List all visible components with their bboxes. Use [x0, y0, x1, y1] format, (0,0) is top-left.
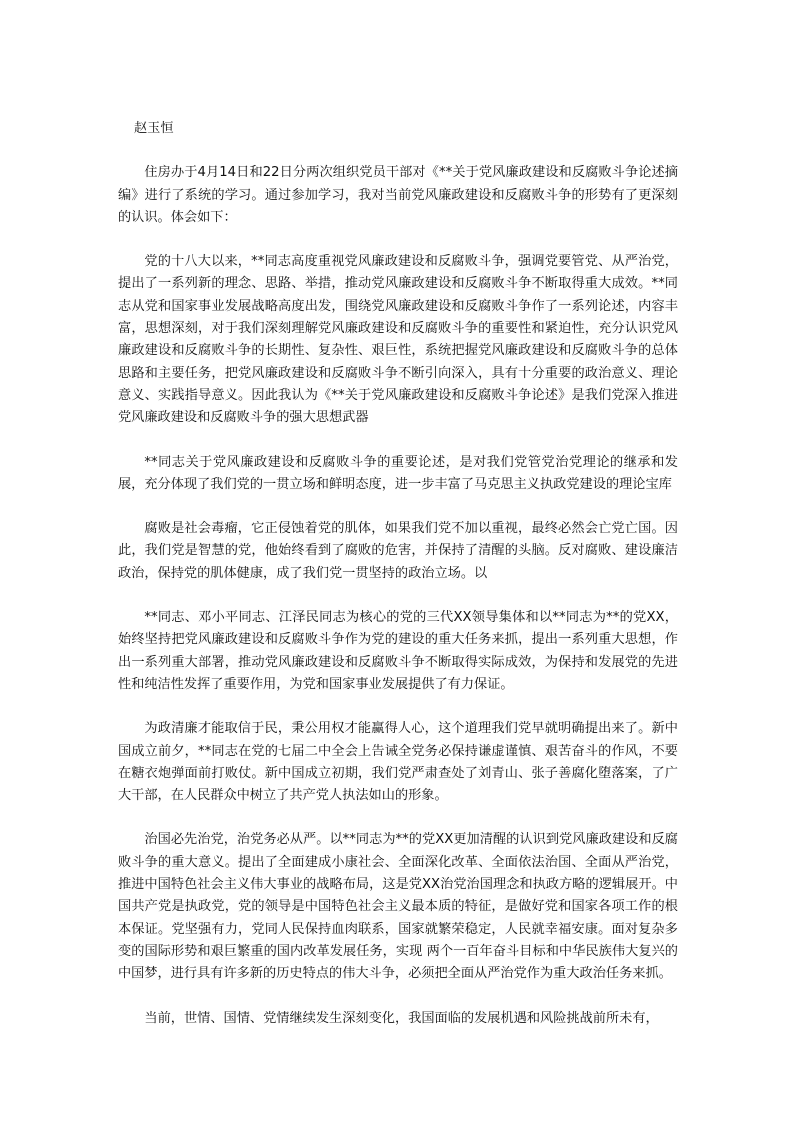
author-name: 赵玉恒	[134, 121, 174, 136]
paragraph-1: 住房办于4月14日和22日分两次组织党员干部对《**关于党风廉政建设和反腐败斗争论述摘编》进行了系统的学习。通过参加学习，我对当前党风廉政建设和反腐败斗争的形势有了更深刻的认识。体会如下：	[118, 165, 678, 225]
paragraph-3: **同志关于党风廉政建设和反腐败斗争的重要论述，是对我们党管党治党理论的继承和发展，充分体现了我们党的一贯立场和鲜明态度，进一步丰富了马克思主义执政党建设的理论宝库	[118, 454, 678, 492]
paragraph-2: 党的十八大以来，**同志高度重视党风廉政建设和反腐败斗争，强调党要管党、从严治党，提出了一系列新的理念、思路、举措，推动党风廉政建设和反腐败斗争不断取得重大成效。**同志从党和国家事业发展战略高度出发，围绕党风廉政建设和反腐败斗争作了一系列论述，内容丰富，思想深刻，对于我们深刻理解党风廉政建设和反腐败斗争的重要性和紧迫性，充分认识党风廉政建设和反腐败斗争的长期性、复杂性、艰巨性，系统把握党风廉政建设和反腐败斗争的总体思路和主要任务，把党风廉政建设和反腐败斗争不断引向深入，具有十分重要的政治意义、理论意义、实践指导意义。因此我认为《**关于党风廉政建设和反腐败斗争论述》是我们党深入推进党风廉政建设和反腐败斗争的强大思想武器	[118, 254, 678, 426]
paragraph-7: 治国必先治党，治党务必从严。以**同志为**的党XX更加清醒的认识到党风廉政建设和反腐败斗争的重大意义。提出了全面建成小康社会、全面深化改革、全面依法治国、全面从严治党，推进中国特色社会主义伟大事业的战略布局，这是党XX治党治国理念和执政方略的逻辑展开。中国共产党是执政党，党的领导是中国特色社会主义最本质的特征，是做好党和国家各项工作的根本保证。党坚强有力，党同人民保持血肉联系，国家就繁荣稳定，人民就幸福安康。面对复杂多变的国际形势和艰巨繁重的国内改革发展任务，实现 两个一百年奋斗目标和中华民族伟大复兴的中国梦，进行具有许多新的历史特点的伟大斗争，必须把全面从严治党作为重大政治任务来抓。	[118, 832, 678, 982]
paragraph-6: 为政清廉才能取信于民，秉公用权才能赢得人心，这个道理我们党早就明确提出来了。新中国成立前夕，**同志在党的七届二中全会上告诫全党务必保持谦虚谨慎、艰苦奋斗的作风，不要在糖衣炮弹面前打败仗。新中国成立初期，我们党严肃查处了刘青山、张子善腐化堕落案，了广大干部，在人民群众中树立了共产党人执法如山的形象。	[118, 721, 678, 804]
paragraph-8: 当前，世情、国情、党情继续发生深刻变化，我国面临的发展机遇和风险挑战前所未有，	[144, 1010, 659, 1026]
paragraph-5: **同志、邓小平同志、江泽民同志为核心的党的三代XX领导集体和以**同志为**的党XX，始终坚持把党风廉政建设和反腐败斗争作为党的建设的重大任务来抓，提出一系列重大思想，作出一系列重大部署，推动党风廉政建设和反腐败斗争不断取得实际成效，为保持和发展党的先进性和纯洁性发挥了重要作用，为党和国家事业发展提供了有力保证。	[118, 610, 678, 692]
document-page	[118, 118, 678, 1030]
paragraph-4: 腐败是社会毒瘤，它正侵蚀着党的肌体，如果我们党不加以重视，最终必然会亡党亡国。因此，我们党是智慧的党，他始终看到了腐败的危害，并保持了清醒的头脑。反对腐败、建设廉洁政治，保持党的肌体健康，成了我们党一贯坚持的政治立场。以	[118, 521, 678, 581]
